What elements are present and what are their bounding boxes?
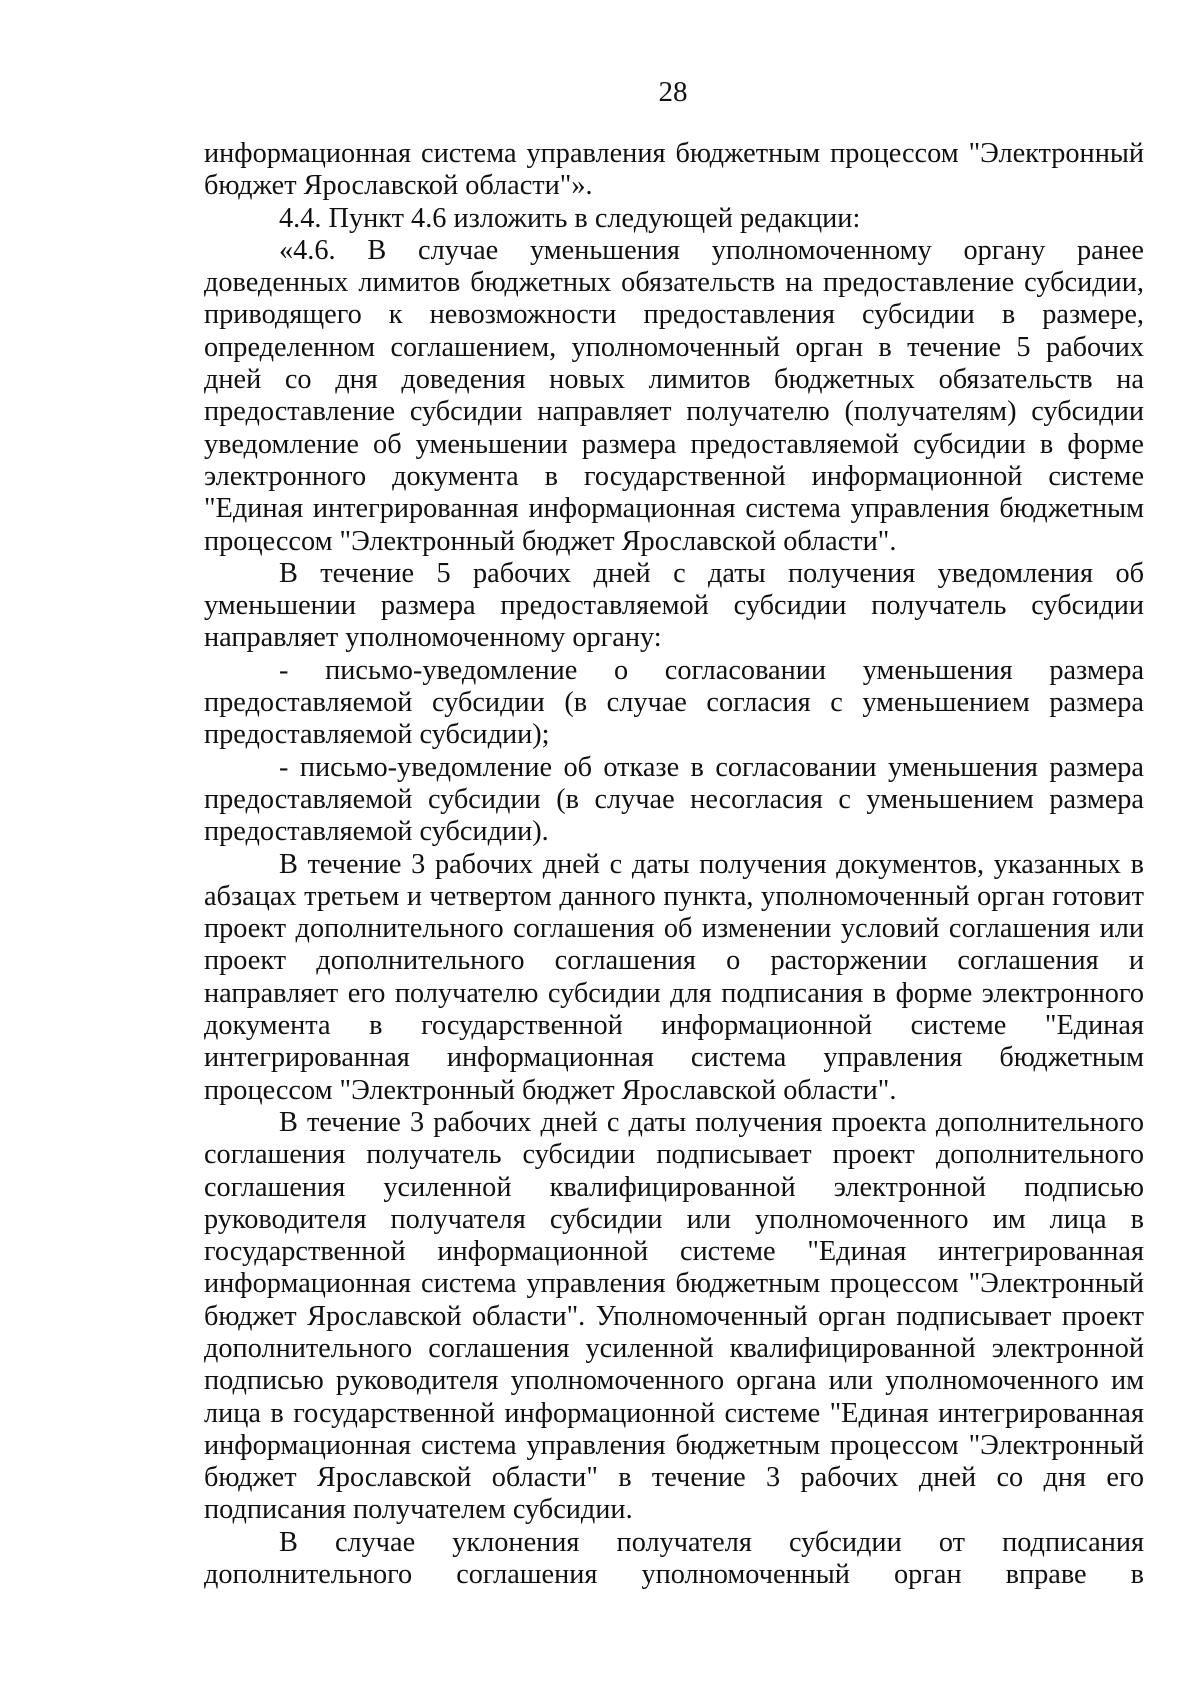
page-number: 28	[658, 76, 688, 108]
paragraph-draft-agreement: В течение 3 рабочих дней с даты получения документов, указанных в абзацах третьем и четвертом данного пункта, уполномоченный орган готовит проект дополнительного соглашения об изменении условий соглашения или проект дополнительного соглашения о расторжении соглашения и направляет его получателю субсидии для подписания в форме электронного документа в государственной информационной системе "Единая интегрированная информационная система управления бюджетным процессом "Электронный бюджет Ярославской области".	[204, 848, 1144, 1106]
paragraph-evasion: В случае уклонения получателя субсидии от подписания дополнительного соглашения уполномоченный орган вправе в	[204, 1526, 1144, 1591]
document-body	[204, 138, 1144, 1591]
paragraph-clause-4-6: «4.6. В случае уменьшения уполномоченному органу ранее доведенных лимитов бюджетных обязательств на предоставление субсидии, приводящего к невозможности предоставления субсидии в размере, определенном соглашением, уполномоченный орган в течение 5 рабочих дней со дня доведения новых лимитов бюджетных обязательств на предоставление субсидии направляет получателю (получателям) субсидии уведомление об уменьшении размера предоставляемой субсидии в форме электронного документа в государственной информационной системе "Единая интегрированная информационная система управления бюджетным процессом "Электронный бюджет Ярославской области".	[204, 234, 1144, 557]
paragraph-signing: В течение 3 рабочих дней с даты получения проекта дополнительного соглашения получатель субсидии подписывает проект дополнительного соглашения усиленной квалифицированной электронной подписью руководителя получателя субсидии или уполномоченного им лица в государственной информационной системе "Единая интегрированная информационная система управления бюджетным процессом "Электронный бюджет Ярославской области". Уполномоченный орган подписывает проект дополнительного соглашения усиленной квалифицированной электронной подписью руководителя уполномоченного органа или уполномоченного им лица в государственной информационной системе "Единая интегрированная информационная система управления бюджетным процессом "Электронный бюджет Ярославской области" в течение 3 рабочих дней со дня его подписания получателем субсидии.	[204, 1106, 1144, 1526]
paragraph-recipient-response: В течение 5 рабочих дней с даты получения уведомления об уменьшении размера предоставляемой субсидии получатель субсидии направляет уполномоченному органу:	[204, 557, 1144, 654]
paragraph-clause-4-4: 4.4. Пункт 4.6 изложить в следующей редакции:	[279, 202, 861, 234]
list-item-consent-letter: - письмо-уведомление о согласовании уменьшения размера предоставляемой субсидии (в случае согласия с уменьшением размера предоставляемой субсидии);	[204, 654, 1144, 751]
list-item-refusal-letter: - письмо-уведомление об отказе в согласовании уменьшения размера предоставляемой субсидии (в случае несогласия с уменьшением размера предоставляемой субсидии).	[204, 751, 1144, 848]
paragraph-continuation: информационная система управления бюджетным процессом "Электронный бюджет Ярославской области"».	[204, 138, 1144, 202]
